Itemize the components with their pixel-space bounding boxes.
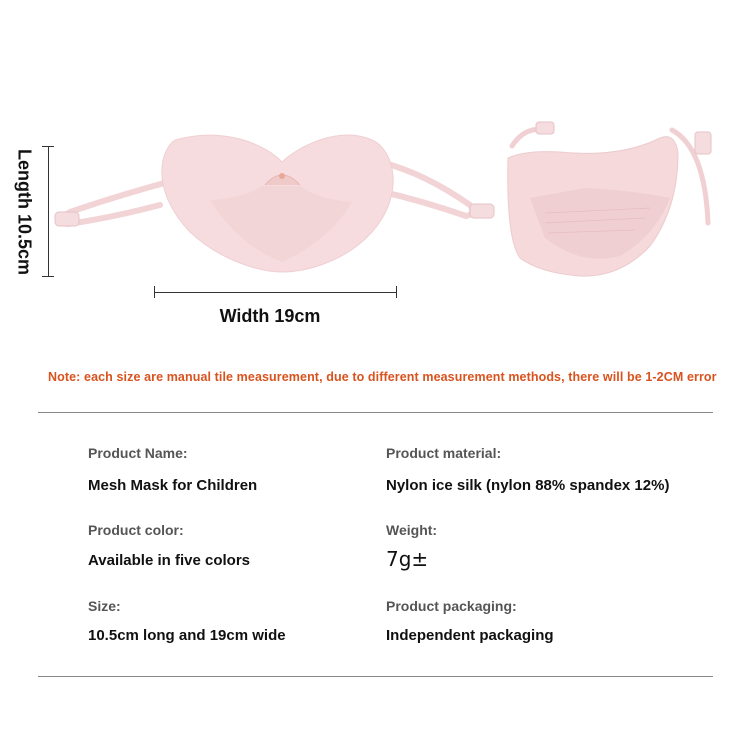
width-measure-cap-right [396, 286, 397, 298]
product-material-value: Nylon ice silk (nylon 88% spandex 12%) [386, 477, 670, 494]
product-name-label: Product Name: [88, 445, 188, 461]
divider-top [38, 412, 713, 413]
length-label: Length 10.5cm [14, 148, 35, 276]
width-label: Width 19cm [219, 306, 321, 326]
weight-label: Weight: [386, 522, 438, 538]
product-material-label: Product material: [386, 445, 502, 461]
width-measure-line [154, 292, 396, 293]
side-mask-image [500, 118, 730, 288]
width-measure-cap-left [154, 286, 155, 298]
size-value: 10.5cm long and 19cm wide [88, 627, 286, 644]
size-label: Size: [88, 598, 121, 614]
product-color-value: Available in five colors [88, 552, 251, 569]
length-measure-cap-top [42, 146, 54, 147]
product-name-value: Mesh Mask for Children [88, 477, 258, 494]
product-packaging-label: Product packaging: [386, 598, 517, 614]
weight-value: 7g± [386, 547, 429, 571]
product-packaging-value: Independent packaging [386, 627, 554, 644]
divider-bottom [38, 676, 713, 677]
measurement-note: Note: each size are manual tile measurement, due to different measurement methods, there will be 1-2CM error [48, 370, 717, 384]
length-measure-line [48, 146, 49, 276]
flat-mask-image [0, 0, 500, 290]
length-measure-cap-bottom [42, 276, 54, 277]
product-color-label: Product color: [88, 522, 184, 538]
